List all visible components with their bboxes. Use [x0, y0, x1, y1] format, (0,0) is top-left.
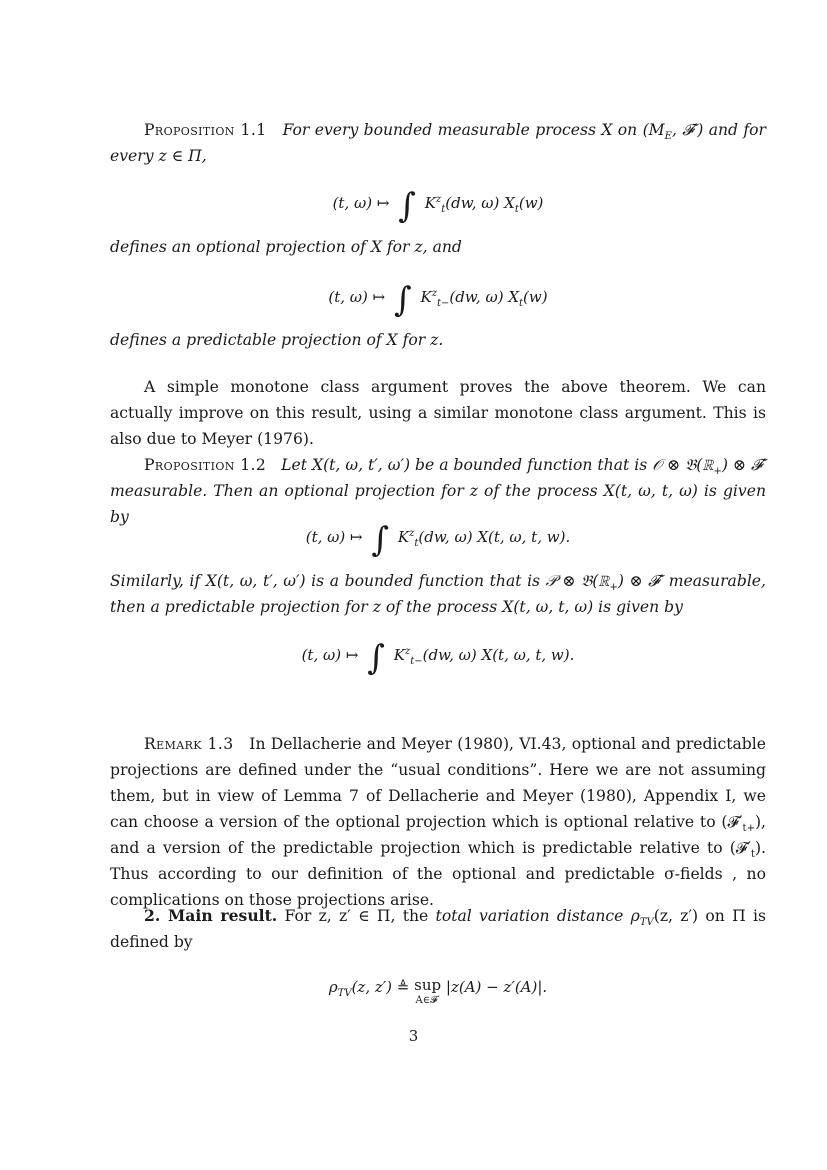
eq5-lhs: ρ	[328, 978, 338, 996]
main-result-text-b: (z, z′) on Π is defined by	[110, 907, 766, 951]
eq1-lhs: (t, ω) ↦	[332, 194, 390, 212]
eq5-op: ≜	[396, 978, 410, 996]
remark-1-3-text-a: In Dellacherie and Meyer (1980), VI.43, optional and predictable projections are defined under the “usual conditions”. Here we are not assuming them, but in view of Lemma 7 of Dellacherie and Meyer (1980), Appendix I, we can choose a version of the optional projection which is optional relative to (𝓕′	[110, 735, 766, 831]
line-predictable-projection: defines a predictable projection of X for z.	[110, 331, 444, 349]
eq4-rest: (dw, ω) X(t, ω, t, w).	[422, 646, 575, 664]
monotone-paragraph: A simple monotone class argument proves the above theorem. We can actually improve on this result, using a similar monotone class argument. This is also due to Meyer (1976).	[110, 378, 766, 448]
eq4-sub: t−	[410, 656, 423, 667]
proposition-1-2-sub-plus: +	[713, 466, 722, 478]
main-result-rho-sub: TV	[639, 917, 654, 929]
page-number: 3	[408, 1027, 419, 1045]
equation-predictable	[110, 280, 766, 320]
proposition-1-2-text-b: ) ⊗ 𝓕′ measurable. Then an optional projection for z of the process X(t, ω, t, ω) is given by	[110, 456, 766, 526]
eq4-sup: z	[404, 646, 411, 657]
eq5-rhs: |z(A) − z′(A)|.	[445, 978, 548, 996]
eq1-sup: z	[435, 194, 442, 205]
integral-sign-icon: ∫	[394, 280, 412, 320]
eq1-kernel: K	[424, 194, 436, 212]
main-result-paragraph	[110, 903, 766, 955]
eq2-sup: z	[431, 288, 438, 299]
proposition-1-1-sub-e: E	[664, 131, 672, 143]
eq2-tail: (w)	[523, 288, 548, 306]
eq5-lhs-args: (z, z′)	[351, 978, 393, 996]
proposition-1-2-heading: Proposition 1.2	[144, 456, 267, 474]
eq3-sub: t	[414, 538, 419, 549]
integral-sign-icon: ∫	[371, 520, 390, 560]
remark-1-3-text-c: ). Thus according to our definition of the optional and predictable σ-fields , no complications on those projections arise.	[110, 839, 766, 909]
remark-1-3-sub-t: t	[750, 849, 755, 861]
line-optional-projection: defines an optional projection of X for z, and	[110, 238, 462, 256]
eq5-lhs-sub: TV	[337, 988, 352, 999]
remark-1-3-heading: Remark 1.3	[144, 735, 234, 753]
main-result-rho: ρ	[630, 907, 640, 925]
main-result-text-a: For z, z′ ∈ Π, the	[284, 907, 429, 925]
similarly-text-a: Similarly, if X(t, ω, t′, ω′) is a bounded function that is 𝒫 ⊗ 𝔅(ℝ	[110, 572, 610, 590]
eq2-sub: t−	[437, 298, 450, 309]
eq1-sub2: t	[514, 204, 519, 215]
eq1-rest: (dw, ω) X	[445, 194, 515, 212]
eq5-sup-word: sup	[414, 976, 442, 994]
eq4-lhs: (t, ω) ↦	[301, 646, 359, 664]
equation-predictable-general	[110, 638, 766, 678]
equation-tv-distance	[110, 978, 766, 1008]
proposition-1-1-heading: Proposition 1.1	[144, 121, 267, 139]
similarly-text-b: ) ⊗ 𝓕′ measurable, then a predictable projection for z of the process X(t, ω, t, ω) is given by	[110, 572, 766, 616]
proposition-1-1	[110, 117, 766, 169]
eq3-sup: z	[409, 528, 415, 539]
remark-1-3-text-b: ), and a version of the predictable projection which is predictable relative to (𝓕′	[110, 813, 766, 857]
eq5-sup-operator	[414, 978, 441, 1008]
proposition-1-2	[110, 452, 766, 530]
eq2-kernel: K	[420, 288, 432, 306]
integral-sign-icon: ∫	[367, 638, 385, 678]
similarly-paragraph	[110, 568, 766, 620]
integral-sign-icon: ∫	[398, 186, 416, 226]
eq1-tail: (w)	[518, 194, 544, 212]
eq1-sub: t	[441, 204, 446, 215]
eq2-lhs: (t, ω) ↦	[328, 288, 386, 306]
eq3-kernel: K	[397, 528, 410, 546]
eq5-sup-limit: A∈𝓕′	[415, 995, 440, 1006]
eq2-sub2: t	[519, 298, 524, 309]
remark-1-3-sub-tplus: t+	[742, 823, 755, 835]
proposition-1-1-text-a: For every bounded measurable process X on (M	[282, 121, 665, 139]
eq3-rest: (dw, ω) X(t, ω, t, w).	[418, 528, 571, 546]
remark-1-3	[110, 731, 766, 913]
proposition-1-1-text-b: , 𝓕′) and for every z ∈ Π,	[110, 121, 766, 165]
equation-optional-general	[110, 520, 766, 560]
main-result-term: total variation distance	[435, 907, 624, 925]
eq2-rest: (dw, ω) X	[449, 288, 520, 306]
equation-optional	[110, 186, 766, 226]
eq4-kernel: K	[393, 646, 405, 664]
main-result-heading: 2. Main result.	[144, 906, 278, 925]
proposition-1-2-text-a: Let X(t, ω, t′, ω′) be a bounded function that is 𝒪 ⊗ 𝔅(ℝ	[281, 456, 714, 474]
eq3-lhs: (t, ω) ↦	[305, 528, 363, 546]
similarly-sub-plus: +	[609, 582, 618, 594]
